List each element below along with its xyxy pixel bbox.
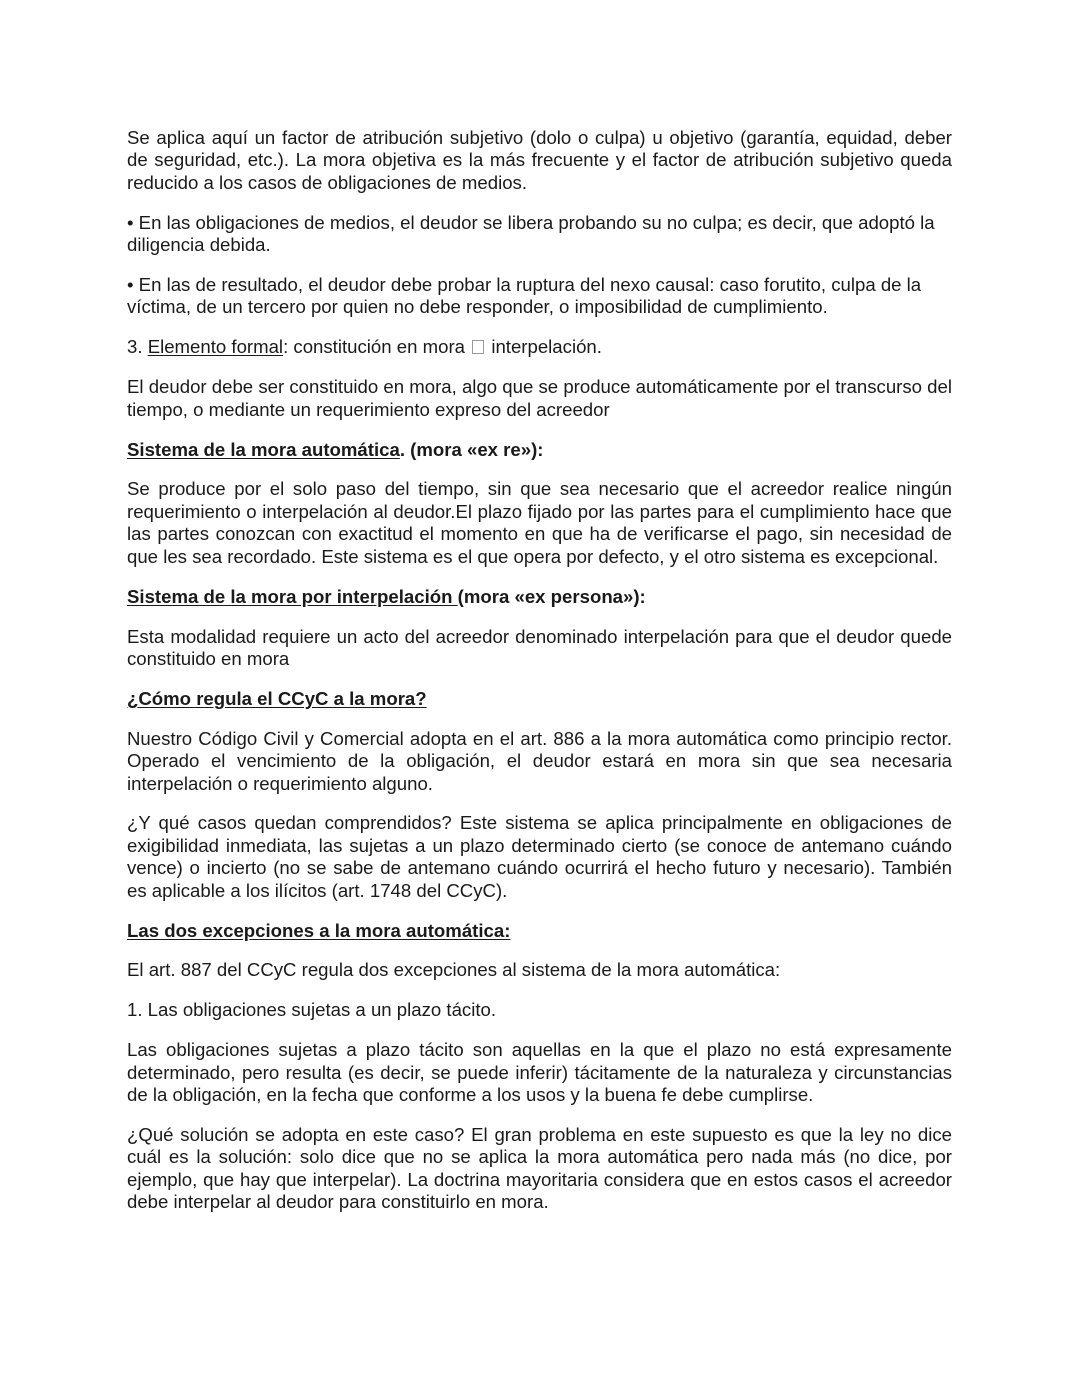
document-page [127, 127, 952, 1231]
paragraph-atribucion: Se aplica aquí un factor de atribución subjetivo (dolo o culpa) u objetivo (garantía, equidad, deber de seguridad, etc.). La mora objetiva es la más frecuente y el factor de atribución subjetivo queda reducido a los casos de obligaciones de medios. [127, 127, 952, 193]
heading-mora-automatica [127, 439, 952, 461]
item-plazo-tacito: 1. Las obligaciones sujetas a un plazo tácito. [127, 999, 497, 1021]
paragraph-constitucion-mora: El deudor debe ser constituido en mora, algo que se produce automáticamente por el transcurso del tiempo, o mediante un requerimiento expreso del acreedor [127, 376, 952, 420]
item-text-after: interpelación. [486, 336, 602, 358]
bullet-obligaciones-medios: • En las obligaciones de medios, el deudor se libera probando su no culpa; es decir, que adoptó la diligencia debida. [127, 211, 935, 256]
paragraph-mora-interpelacion: Esta modalidad requiere un acto del acreedor denominado interpelación para que el deudor quede constituido en mora [127, 625, 952, 669]
item-elemento-formal [127, 336, 952, 358]
paragraph-plazo-tacito: Las obligaciones sujetas a plazo tácito son aquellas en la que el plazo no está expresamente determinado, pero resulta (es decir, se puede inferir) tácitamente de la naturaleza y circunstancias de la obligación, en la fecha que conforme a los usos y la buena fe debe cumplirse. [127, 1039, 952, 1106]
heading-underlined: Sistema de la mora automática [127, 438, 400, 460]
paragraph-codigo-civil: Nuestro Código Civil y Comercial adopta en el art. 886 a la mora automática como principio rector. Operado el vencimiento de la obligación, el deudor estará en mora sin que sea necesaria interpelación o requerimiento alguno. [127, 727, 952, 794]
heading-rest: . (mora «ex re»): [399, 438, 544, 460]
missing-glyph-icon [472, 340, 484, 354]
heading-como-regula: ¿Cómo regula el CCyC a la mora? [127, 687, 427, 709]
heading-excepciones: Las dos excepciones a la mora automática: [127, 919, 511, 941]
item-text-before: : constitución en mora [283, 336, 471, 358]
item-number: 3. [127, 336, 148, 358]
heading-mora-interpelacion [127, 586, 952, 608]
paragraph-art-887: El art. 887 del CCyC regula dos excepciones al sistema de la mora automática: [127, 959, 781, 981]
paragraph-solucion: ¿Qué solución se adopta en este caso? El gran problema en este supuesto es que la ley no dice cuál es la solución: solo dice que no se aplica la mora automática pero nada más (no dice, por ejemplo, que hay que interpelar). La doctrina mayoritaria considera que en estos casos el acreedor debe interpelar al deudor para constituirlo en mora. [127, 1124, 952, 1213]
heading-underlined: Sistema de la mora por interpelación [127, 585, 458, 607]
item-label: Elemento formal [147, 336, 284, 358]
paragraph-mora-automatica: Se produce por el solo paso del tiempo, sin que sea necesario que el acreedor realice ningún requerimiento o interpelación al deudor.El plazo fijado por las partes para el cumplimiento hace que las partes conozcan con exactitud el momento en que ha de verificarse el pago, sin necesidad de que les sea recordado. Este sistema es el que opera por defecto, y el otro sistema es excepcional. [127, 478, 952, 567]
bullet-obligaciones-resultado: • En las de resultado, el deudor debe probar la ruptura del nexo causal: caso forutito, culpa de la víctima, de un tercero por quien no debe responder, o imposibilidad de cumplimiento. [127, 274, 922, 318]
heading-rest: (mora «ex persona»): [457, 585, 646, 607]
paragraph-casos-comprendidos: ¿Y qué casos quedan comprendidos? Este sistema se aplica principalmente en obligaciones de exigibilidad inmediata, las sujetas a un plazo determinado cierto (se conoce de antemano cuándo vence) o incierto (no se sabe de antemano cuándo ocurrirá el hecho futuro y necesario). También es aplicable a los ilícitos (art. 1748 del CCyC). [127, 812, 952, 901]
